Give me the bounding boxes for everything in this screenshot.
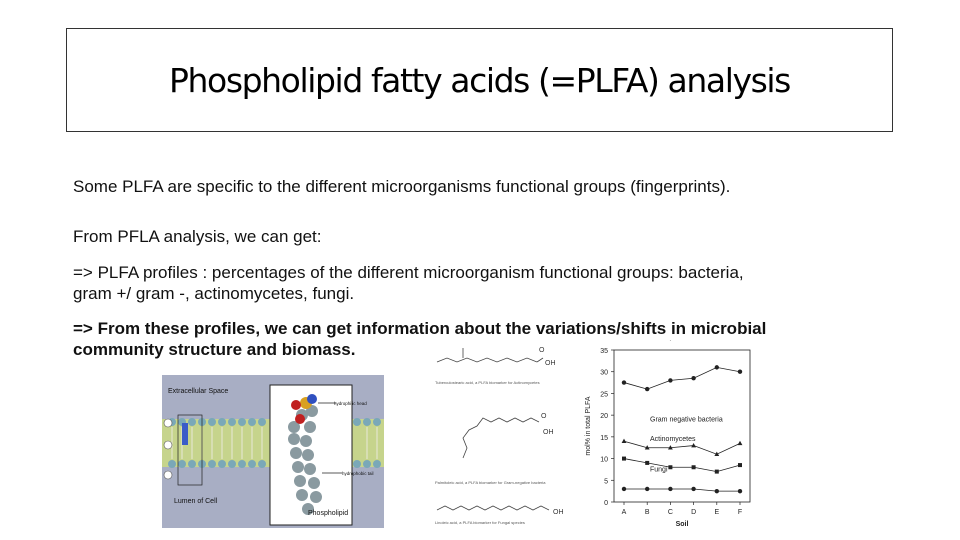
data-point (692, 465, 696, 469)
data-point (715, 365, 719, 369)
plfa-chart (578, 340, 770, 535)
x-axis-label: Soil (675, 521, 689, 528)
data-point (645, 461, 649, 465)
carbonyl-o-1: O (539, 347, 545, 354)
plfa-chart-svg (578, 340, 770, 535)
fatty-acid-structures (433, 338, 571, 530)
data-point (668, 487, 672, 491)
data-point (738, 441, 743, 445)
caption-linoleic: Linoleic acid, a PLFA biomarker for Fungal species (435, 520, 525, 525)
y-tick-label: 10 (600, 456, 608, 464)
hydroxyl-3: OH (553, 509, 564, 516)
data-point (622, 380, 626, 384)
data-point (691, 443, 696, 447)
x-tick-label: B (644, 509, 650, 516)
y-axis-label: mol% in total PLFA (585, 396, 592, 456)
series-label: Gram negative bacteria (650, 416, 723, 424)
y-tick-label: 35 (600, 348, 608, 355)
data-point (691, 487, 695, 491)
y-tick-label: 25 (600, 391, 608, 399)
membrane-figure (162, 375, 384, 528)
data-point (645, 387, 649, 391)
data-point (622, 439, 627, 443)
x-tick-label: D (691, 509, 697, 516)
data-point (715, 489, 719, 493)
hydrophilic-label: hydrophilic head (334, 401, 367, 406)
data-point (668, 465, 672, 469)
x-tick-label: C (667, 509, 673, 516)
series-label: Actinomycetes (650, 436, 696, 444)
data-point (738, 463, 742, 467)
data-point (691, 376, 695, 380)
paragraph-structure-line2: community structure and biomass. (73, 340, 356, 359)
paragraph-profiles-line2: gram +/ gram -, actinomycetes, fungi. (73, 284, 355, 303)
data-point (622, 487, 626, 491)
caption-tuberculostearic: Tuberculostearic acid, a PLFA biomarker for Actinomycetes (435, 380, 540, 385)
paragraph-specificity: Some PLFA are specific to the different microorganisms functional groups (fingerprints). (73, 177, 731, 196)
series-label (650, 340, 720, 341)
x-tick-label: F (737, 509, 743, 516)
y-tick-label: 15 (600, 434, 608, 442)
paragraph-intro: From PFLA analysis, we can get: (73, 227, 322, 246)
data-point (715, 470, 719, 474)
data-point (738, 489, 742, 493)
carbonyl-o-2: O (541, 413, 547, 420)
y-tick-label: 5 (604, 478, 608, 486)
title-box (66, 28, 893, 132)
paragraph-profiles-line1: => PLFA profiles : percentages of the different microorganism functional groups: bacteria, (73, 263, 744, 282)
y-tick-label: 30 (600, 369, 608, 377)
y-tick-label: 0 (604, 500, 608, 507)
lumen-label: Lumen of Cell (174, 498, 218, 505)
x-tick-label: A (621, 509, 627, 516)
extracellular-label: Extracellular Space (168, 388, 229, 395)
chart-axes (611, 350, 750, 505)
x-tick-label: E (714, 509, 720, 516)
hydroxyl-2: OH (543, 429, 554, 436)
hydrophobic-label: hydrophobic tail (342, 471, 374, 476)
data-point (622, 457, 626, 461)
plot-frame (614, 350, 750, 502)
phospholipid-label: Phospholipid (308, 510, 349, 517)
series-line (624, 459, 740, 472)
series-label: Fungi (650, 466, 668, 474)
slide-title: Phospholipid fatty acids (=PLFA) analysis (169, 60, 790, 100)
series-line (624, 489, 740, 491)
caption-palmitoleic: Palmitoleic acid, a PLFA biomarker for Gram-negative bacteria (435, 480, 546, 485)
data-point (668, 378, 672, 382)
paragraph-profiles (73, 262, 744, 304)
structure-figure (433, 338, 571, 530)
membrane-illustration (162, 375, 384, 528)
chart-series (622, 365, 743, 493)
hydroxyl-1: OH (545, 360, 556, 367)
data-point (645, 487, 649, 491)
series-line (624, 367, 740, 389)
paragraph-structure-line1: => From these profiles, we can get information about the variations/shifts in microbial (73, 319, 767, 338)
y-tick-label: 20 (600, 413, 608, 421)
data-point (738, 370, 742, 374)
